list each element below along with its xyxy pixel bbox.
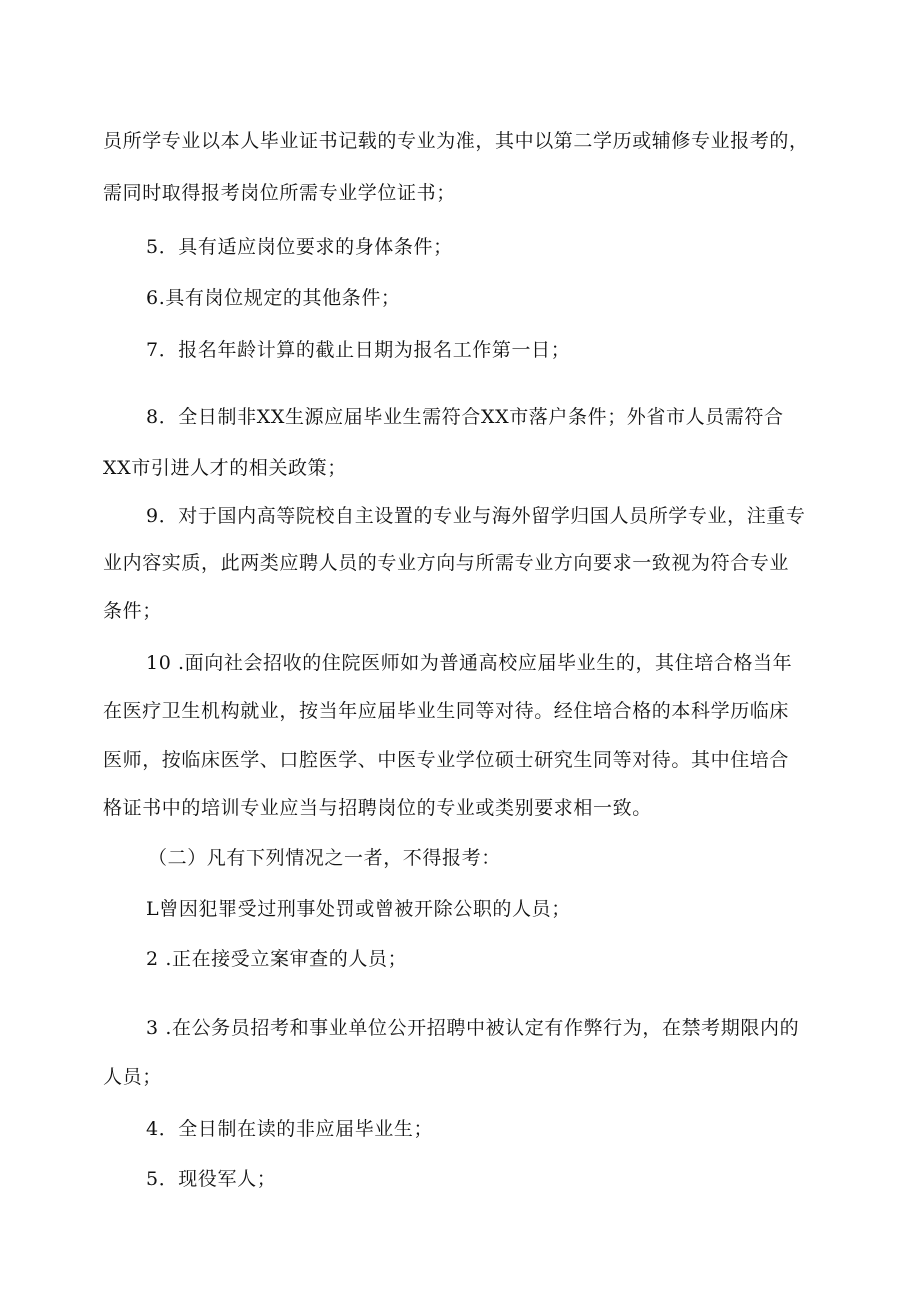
list-item-10: 10 .面向社会招收的住院医师如为普通高校应届毕业生的，其住培合格当年 bbox=[146, 652, 793, 674]
section-heading: （二）凡有下列情况之一者，不得报考： bbox=[148, 847, 501, 869]
paragraph-line: 员所学专业以本人毕业证书记载的专业为准，其中以第二学历或辅修专业报考的， bbox=[103, 130, 809, 152]
paragraph-line: 人员； bbox=[103, 1066, 162, 1088]
barred-item-4: 4．全日制在读的非应届毕业生； bbox=[146, 1118, 434, 1140]
paragraph-line: 需同时取得报考岗位所需专业学位证书； bbox=[103, 182, 456, 204]
barred-item-3: 3 .在公务员招考和事业单位公开招聘中被认定有作弊行为，在禁考期限内的 bbox=[146, 1017, 800, 1039]
list-item-7: 7．报名年龄计算的截止日期为报名工作第一日； bbox=[146, 339, 571, 361]
paragraph-line: XX市引进人才的相关政策； bbox=[103, 457, 347, 479]
paragraph-line: 业内容实质，此两类应聘人员的专业方向与所需专业方向要求一致视为符合专业 bbox=[103, 552, 790, 574]
barred-item-2: 2 .正在接受立案审查的人员； bbox=[146, 948, 408, 970]
list-item-6: 6.具有岗位规定的其他条件； bbox=[146, 287, 401, 309]
list-item-9: 9．对于国内高等院校自主设置的专业与海外留学归国人员所学专业，注重专 bbox=[146, 505, 806, 527]
list-item-8: 8．全日制非XX生源应届毕业生需符合XX市落户条件；外省市人员需符合 bbox=[146, 406, 784, 428]
paragraph-line: 格证书中的培训专业应当与招聘岗位的专业或类别要求相一致。 bbox=[103, 797, 652, 819]
paragraph-line: 条件； bbox=[103, 600, 162, 622]
barred-item-1: L曾因犯罪受过刑事处罚或曾被开除公职的人员； bbox=[146, 898, 571, 920]
paragraph-line: 在医疗卫生机构就业，按当年应届毕业生同等对待。经住培合格的本科学历临床 bbox=[103, 700, 790, 722]
list-item-5: 5．具有适应岗位要求的身体条件； bbox=[146, 236, 453, 258]
barred-item-5: 5．现役军人； bbox=[146, 1168, 277, 1190]
paragraph-line: 医师，按临床医学、口腔医学、中医专业学位硕士研究生同等对待。其中住培合 bbox=[103, 749, 790, 771]
